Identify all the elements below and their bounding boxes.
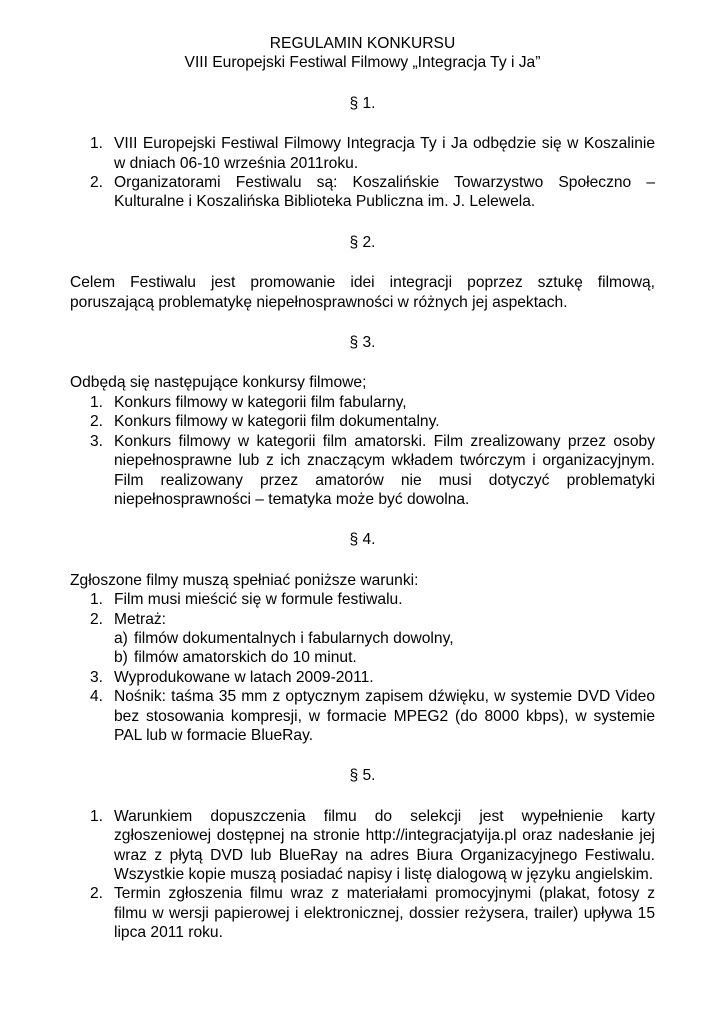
list-item — [70, 884, 655, 942]
list-item-text: Termin zgłoszenia filmu wraz z materiałami promocyjnymi (plakat, fotosy z filmu w wersji papierowej i elektronicznej, dossier reżysera, trailer) upływa 15 lipca 2011 roku. — [114, 885, 655, 942]
list-item-text: Metraż: — [114, 610, 166, 628]
list-item-number: 1. — [90, 807, 104, 825]
document-page — [70, 34, 655, 943]
section-1-mark: § 1. — [349, 94, 376, 112]
section-4-mark: § 4. — [349, 531, 376, 549]
sub-list-item — [114, 648, 655, 667]
list-item — [70, 393, 655, 412]
list-item-number: 2. — [90, 174, 104, 192]
list-item-text: Organizatorami Festiwalu są: Koszalińskie Towarzystwo Społeczno – Kulturalne i Koszalińska Biblioteka Publiczna im. J. Lelewela. — [114, 174, 655, 211]
section-2-mark: § 2. — [349, 233, 376, 251]
section-4-list — [70, 590, 655, 745]
list-item-text: Warunkiem dopuszczenia filmu do selekcji jest wypełnienie karty zgłoszeniowej dostępnej na stronie http://integracjatyija.pl oraz nadesłanie jej wraz z płytą DVD lub BlueRay na adres Biura Organizacyjnego Festiwalu. Wszystkie kopie muszą posiadać napisy i listę dialogową w języku angielskim. — [114, 807, 655, 883]
list-item-text: Konkurs filmowy w kategorii film dokumentalny. — [114, 413, 440, 431]
list-item — [70, 610, 655, 668]
list-item-number: 1. — [90, 135, 104, 153]
sub-list-item-text: filmów dokumentalnych i fabularnych dowolny, — [134, 629, 454, 647]
list-item — [70, 590, 655, 609]
list-item — [70, 134, 655, 173]
section-5-list — [70, 807, 655, 943]
list-item — [70, 807, 655, 885]
section-3-list — [70, 393, 655, 509]
list-item — [70, 687, 655, 745]
section-5-mark: § 5. — [349, 767, 376, 785]
list-item-number: 2. — [90, 610, 104, 628]
list-item-text: Konkurs filmowy w kategorii film fabularny, — [114, 393, 407, 411]
sub-list-item-letter: b) — [114, 649, 128, 667]
document-title: REGULAMIN KONKURSU — [269, 35, 456, 52]
list-item-text: VIII Europejski Festiwal Filmowy Integracja Ty i Ja odbędzie się w Koszalinie w dniach 06-10 września 2011roku. — [114, 135, 655, 172]
section-1-list — [70, 134, 655, 212]
list-item — [70, 668, 655, 687]
sub-list-item — [114, 629, 655, 648]
section-4-intro: Zgłoszone filmy muszą spełniać poniższe warunki: — [70, 571, 419, 589]
list-item — [70, 173, 655, 212]
document-subtitle: VIII Europejski Festiwal Filmowy „Integracja Ty i Ja” — [184, 54, 541, 72]
list-item-number: 3. — [90, 668, 104, 686]
section-3-mark: § 3. — [349, 334, 376, 352]
list-item-text: Film musi mieścić się w formule festiwalu. — [114, 591, 403, 609]
list-item-number: 1. — [90, 591, 104, 609]
list-item-number: 3. — [90, 432, 104, 450]
list-item-number: 2. — [90, 885, 104, 903]
section-3-intro: Odbędą się następujące konkursy filmowe; — [70, 374, 367, 392]
list-item-text: Konkurs filmowy w kategorii film amatorski. Film zrealizowany przez osoby niepełnosprawne lub z ich znaczącym wkładem twórczym i organizacyjnym. Film realizowany przez amatorów nie musi dotyczyć problematyki niepełnosprawności – tematyka może być dowolna. — [114, 432, 655, 508]
section-2-paragraph: Celem Festiwalu jest promowanie idei integracji poprzez sztukę filmową, poruszającą problematykę niepełnosprawności w różnych jej aspektach. — [70, 274, 655, 311]
list-item-number: 1. — [90, 393, 104, 411]
sub-list-item-text: filmów amatorskich do 10 minut. — [134, 649, 357, 667]
list-item-number: 4. — [90, 688, 104, 706]
list-item-text: Wyprodukowane w latach 2009-2011. — [114, 668, 374, 686]
list-item — [70, 412, 655, 431]
list-item — [70, 432, 655, 510]
sub-list-item-letter: a) — [114, 629, 128, 647]
list-item-number: 2. — [90, 413, 104, 431]
list-item-text: Nośnik: taśma 35 mm z optycznym zapisem dźwięku, w systemie DVD Video bez stosowania kompresji, w formacie MPEG2 (do 8000 kbps), w systemie PAL lub w formacie BlueRay. — [114, 688, 655, 744]
sub-list — [114, 629, 655, 668]
